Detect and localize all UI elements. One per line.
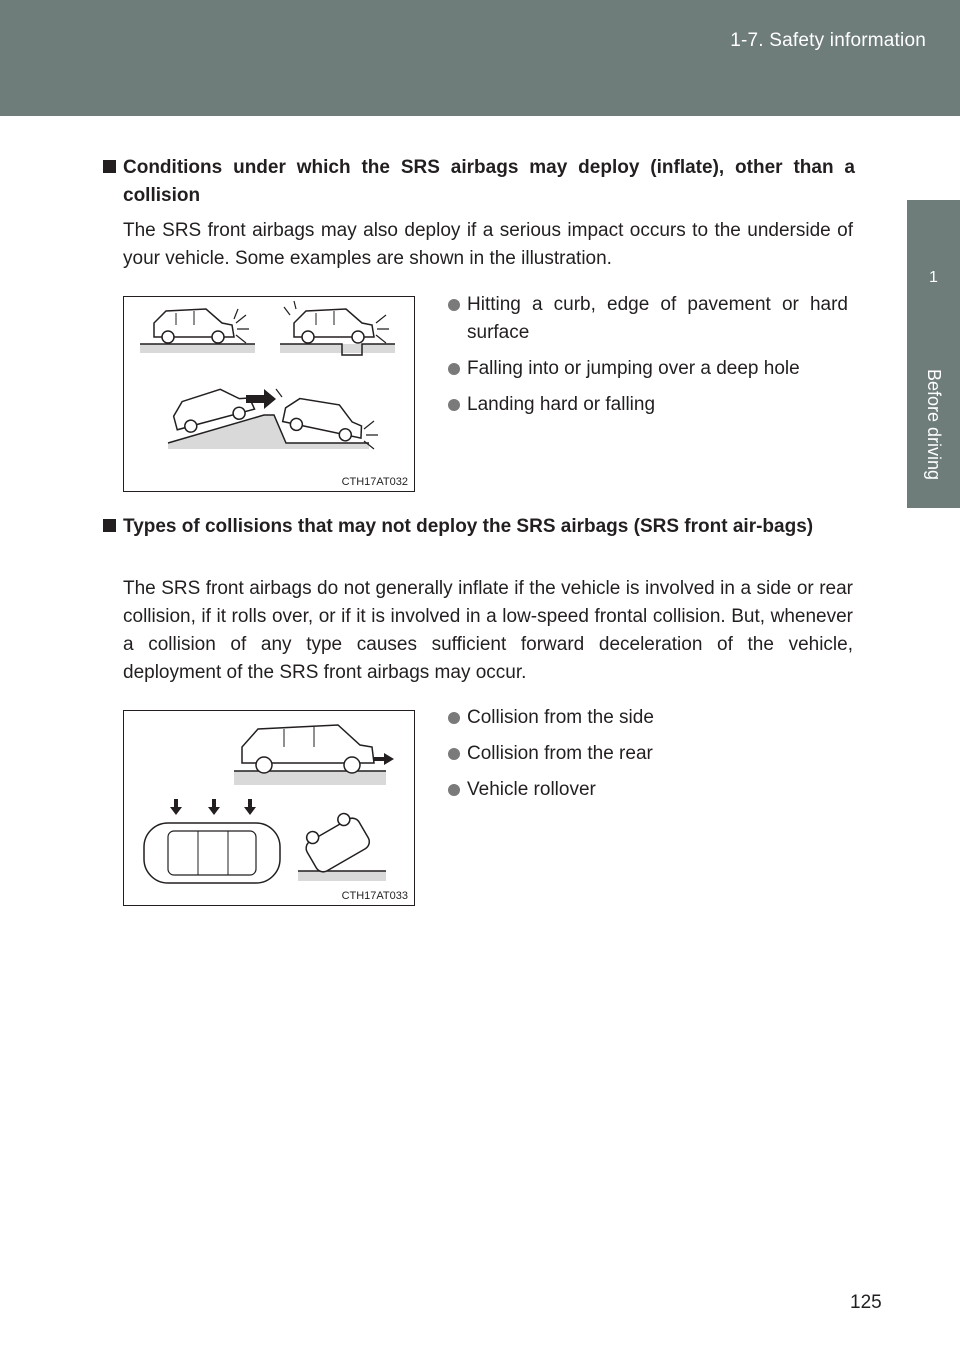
bullet-icon xyxy=(448,363,460,375)
section-heading-no-deploy-collisions xyxy=(103,513,855,541)
bullet-icon xyxy=(448,399,460,411)
list-item: Landing hard or falling xyxy=(448,391,848,419)
figure-collision-types xyxy=(123,710,415,906)
arrow-left-icon xyxy=(374,753,394,765)
list-item: Collision from the rear xyxy=(448,740,848,768)
bullet-icon xyxy=(448,712,460,724)
figure-code: CTH17AT032 xyxy=(341,476,408,488)
heading-square-icon xyxy=(103,160,116,173)
arrow-down-icon xyxy=(208,799,220,815)
chapter-label: Before driving xyxy=(924,369,944,481)
heading-text: Types of collisions that may not deploy the SRS airbags (SRS front air-bags) xyxy=(123,516,814,537)
chapter-number: 1 xyxy=(929,268,938,286)
deploy-conditions-list xyxy=(448,291,848,427)
section2-body: The SRS front airbags do not generally inflate if the vehicle is involved in a side or rear collision, if it rolls over, or if it is involved in a low-speed frontal collision. But, whenever a collision of any type causes sufficient forward deceleration of the vehicle, deployment of the SRS front airbags may occur. xyxy=(123,578,853,683)
no-deploy-collisions-list xyxy=(448,704,848,812)
figure-underside-impact xyxy=(123,296,415,492)
chapter-label-tab xyxy=(907,355,960,508)
heading-text: Conditions under which the SRS airbags may deploy (inflate), other than a collision xyxy=(123,157,855,206)
list-item: Hitting a curb, edge of pavement or hard surface xyxy=(448,291,848,347)
arrow-down-icon xyxy=(244,799,256,815)
list-item: Falling into or jumping over a deep hole xyxy=(448,355,848,383)
section1-body: The SRS front airbags may also deploy if a serious impact occurs to the underside of your vehicle. Some examples are shown in the illustration. xyxy=(123,220,853,269)
list-item: Vehicle rollover xyxy=(448,776,848,804)
heading-square-icon xyxy=(103,519,116,532)
bullet-icon xyxy=(448,299,460,311)
arrow-down-icon xyxy=(170,799,182,815)
header-band xyxy=(0,0,960,116)
bullet-icon xyxy=(448,784,460,796)
list-item: Collision from the side xyxy=(448,704,848,732)
section-title: 1-7. Safety information xyxy=(730,30,926,51)
underside-impact-illustration xyxy=(124,297,414,491)
figure-code: CTH17AT033 xyxy=(341,890,408,902)
page-number: 125 xyxy=(850,1292,882,1313)
section-heading-deploy-conditions xyxy=(103,154,855,210)
collision-types-illustration xyxy=(124,711,414,905)
bullet-icon xyxy=(448,748,460,760)
